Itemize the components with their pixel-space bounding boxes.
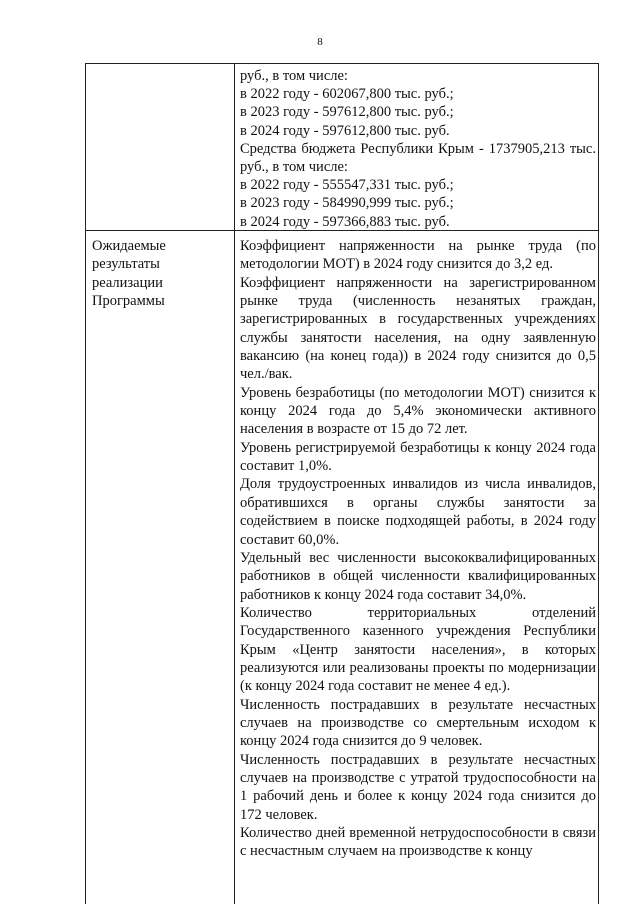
funding-line: в 2024 году - 597366,883 тыс. руб. [240, 213, 450, 230]
result-paragraph: Численность пострадавших в результате несчастных случаев на производстве с утратой трудоспособности на 1 рабочий день и более к концу 2024 года снизится до 172 человек. [240, 751, 596, 823]
result-paragraph: Уровень регистрируемой безработицы к концу 2024 года составит 1,0%. [240, 439, 596, 475]
result-paragraph: Уровень безработицы (по методологии МОТ) снизится к концу 2024 года до 5,4% экономически активного населения в возрасте от 15 до 72 лет. [240, 384, 596, 438]
funding-line: в 2023 году - 584990,999 тыс. руб.; [240, 195, 454, 212]
label-line: результаты [92, 256, 160, 273]
funding-line: руб., в том числе: [240, 68, 348, 84]
expected-results-cell [240, 237, 596, 861]
expected-results-label [92, 237, 230, 311]
result-paragraph: Удельный вес численности высококвалифицированных работников в общей численности квалифицированных работников к концу 2024 года составит 34,0%. [240, 549, 596, 603]
program-passport-table [85, 63, 599, 904]
column-divider [234, 64, 235, 904]
result-paragraph: Коэффициент напряженности на рынке труда (по методологии МОТ) в 2024 году снизится до 3,2 ед. [240, 238, 596, 273]
label-line: Программы [92, 293, 165, 310]
result-paragraph: Количество территориальных отделений Государственного казенного учреждения Республики Крым «Центр занятости населения», в которых реализуются или реализованы проекты по модернизации (к концу 2024 года составит не менее 4 ед.). [240, 604, 596, 695]
funding-line: Средства бюджета Республики Крым - 1737905,213 тыс. руб., в том числе: [240, 140, 596, 176]
label-line: реализации [92, 274, 163, 291]
funding-line: в 2023 году - 597612,800 тыс. руб.; [240, 104, 454, 121]
label-line: Ожидаемые [92, 238, 166, 254]
result-paragraph: Численность пострадавших в результате несчастных случаев на производстве со смертельным исходом к концу 2024 года снизится до 9 человек. [240, 696, 596, 750]
funding-cell [240, 67, 596, 231]
funding-line: в 2022 году - 555547,331 тыс. руб.; [240, 177, 454, 194]
page-number: 8 [317, 36, 323, 48]
result-paragraph: Количество дней временной нетрудоспособности в связи с несчастным случаем на производстве к концу [240, 825, 596, 860]
result-paragraph: Доля трудоустроенных инвалидов из числа инвалидов, обратившихся в органы службы занятости за содействием в поиске подходящей работы, в 2024 году составит 60,0%. [240, 476, 596, 548]
funding-line: в 2022 году - 602067,800 тыс. руб.; [240, 86, 454, 103]
funding-line: в 2024 году - 597612,800 тыс. руб. [240, 122, 450, 139]
result-paragraph: Коэффициент напряженности на зарегистрированном рынке труда (численность незанятых граждан, зарегистрированных в государственных учреждениях службы занятости населения, на одну заявленную вакансию (на конец года)) в 2024 году снизится до 0,5 чел./вак. [240, 274, 596, 383]
